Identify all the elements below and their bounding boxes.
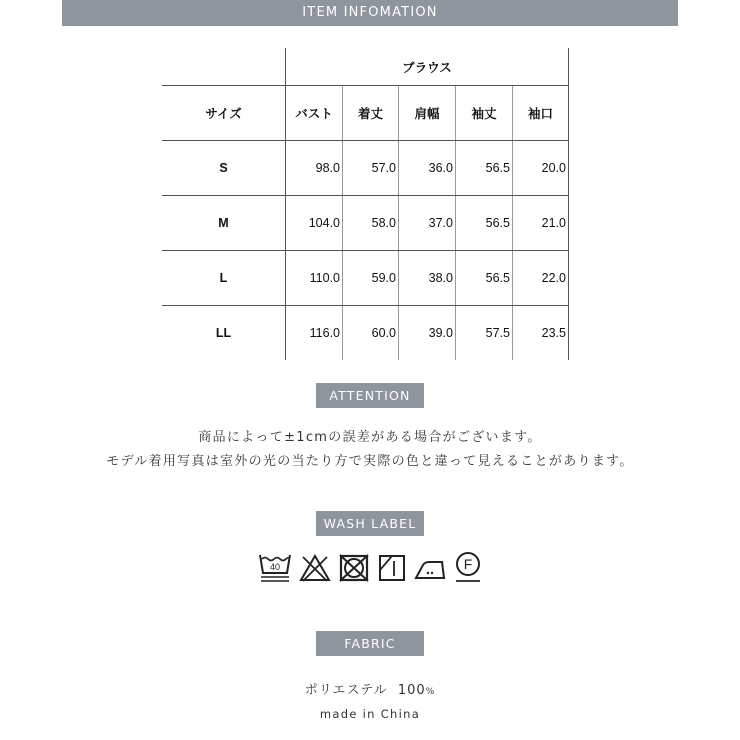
table-cell: 104.0 [308, 216, 340, 230]
dry-clean-f-gentle-icon [454, 551, 482, 585]
table-row-size: L [219, 271, 228, 285]
column-header-sleeve-length: 袖丈 [471, 107, 497, 121]
table-cell: 20.0 [541, 161, 566, 175]
column-header-bust: バスト [295, 107, 333, 121]
country-of-origin: made in China [319, 707, 421, 721]
table-cell: 23.5 [541, 326, 566, 340]
size-table [162, 48, 569, 360]
table-cell: 38.0 [428, 271, 453, 285]
fabric-composition [0, 679, 740, 698]
column-header-size: サイズ [205, 107, 242, 121]
no-tumble-dry-icon [338, 553, 370, 583]
wash-label-header: WASH LABEL [316, 511, 424, 536]
table-row-size: S [219, 161, 228, 175]
table-cell: 57.0 [371, 161, 396, 175]
wash-care-icons [258, 551, 482, 585]
table-cell: 59.0 [371, 271, 396, 285]
no-bleach-icon [299, 553, 331, 583]
table-cell: 116.0 [309, 326, 340, 340]
wash-40-gentle-icon [258, 551, 292, 585]
product-name: ブラウス [402, 60, 452, 75]
table-cell: 98.0 [315, 161, 340, 175]
iron-low-medium-icon [413, 553, 447, 583]
column-header-cuff: 袖口 [527, 107, 553, 121]
fabric-material: ポリエステル [304, 683, 388, 698]
table-cell: 110.0 [309, 271, 340, 285]
attention-header: ATTENTION [316, 383, 424, 408]
table-cell: 22.0 [541, 271, 566, 285]
column-header-shoulder: 肩幅 [414, 107, 440, 121]
fabric-percent-sign: % [425, 687, 436, 697]
table-cell: 60.0 [371, 326, 396, 340]
attention-note-2: モデル着用写真は室外の光の当たり方で実際の色と違って見えることがあります。 [106, 454, 634, 469]
table-row-size: LL [215, 326, 232, 340]
drip-dry-shade-icon [378, 553, 406, 583]
fabric-percent: 100 [397, 683, 426, 698]
table-cell: 56.5 [485, 216, 510, 230]
table-cell: 21.0 [541, 216, 566, 230]
table-cell: 56.5 [485, 271, 510, 285]
fabric-header: FABRIC [316, 631, 424, 656]
table-divider [568, 48, 569, 360]
item-information-header: ITEM INFOMATION [62, 0, 678, 26]
table-cell: 58.0 [371, 216, 396, 230]
column-header-length: 着丈 [357, 107, 383, 121]
table-cell: 39.0 [428, 326, 453, 340]
table-cell: 37.0 [428, 216, 453, 230]
svg-text:F: F [463, 556, 473, 572]
table-row-size: M [218, 216, 229, 230]
svg-text:40: 40 [269, 562, 281, 572]
table-cell: 36.0 [428, 161, 453, 175]
table-cell: 56.5 [485, 161, 510, 175]
attention-note-1: 商品によって±1cmの誤差がある場合がございます。 [198, 430, 542, 445]
table-cell: 57.5 [485, 326, 510, 340]
